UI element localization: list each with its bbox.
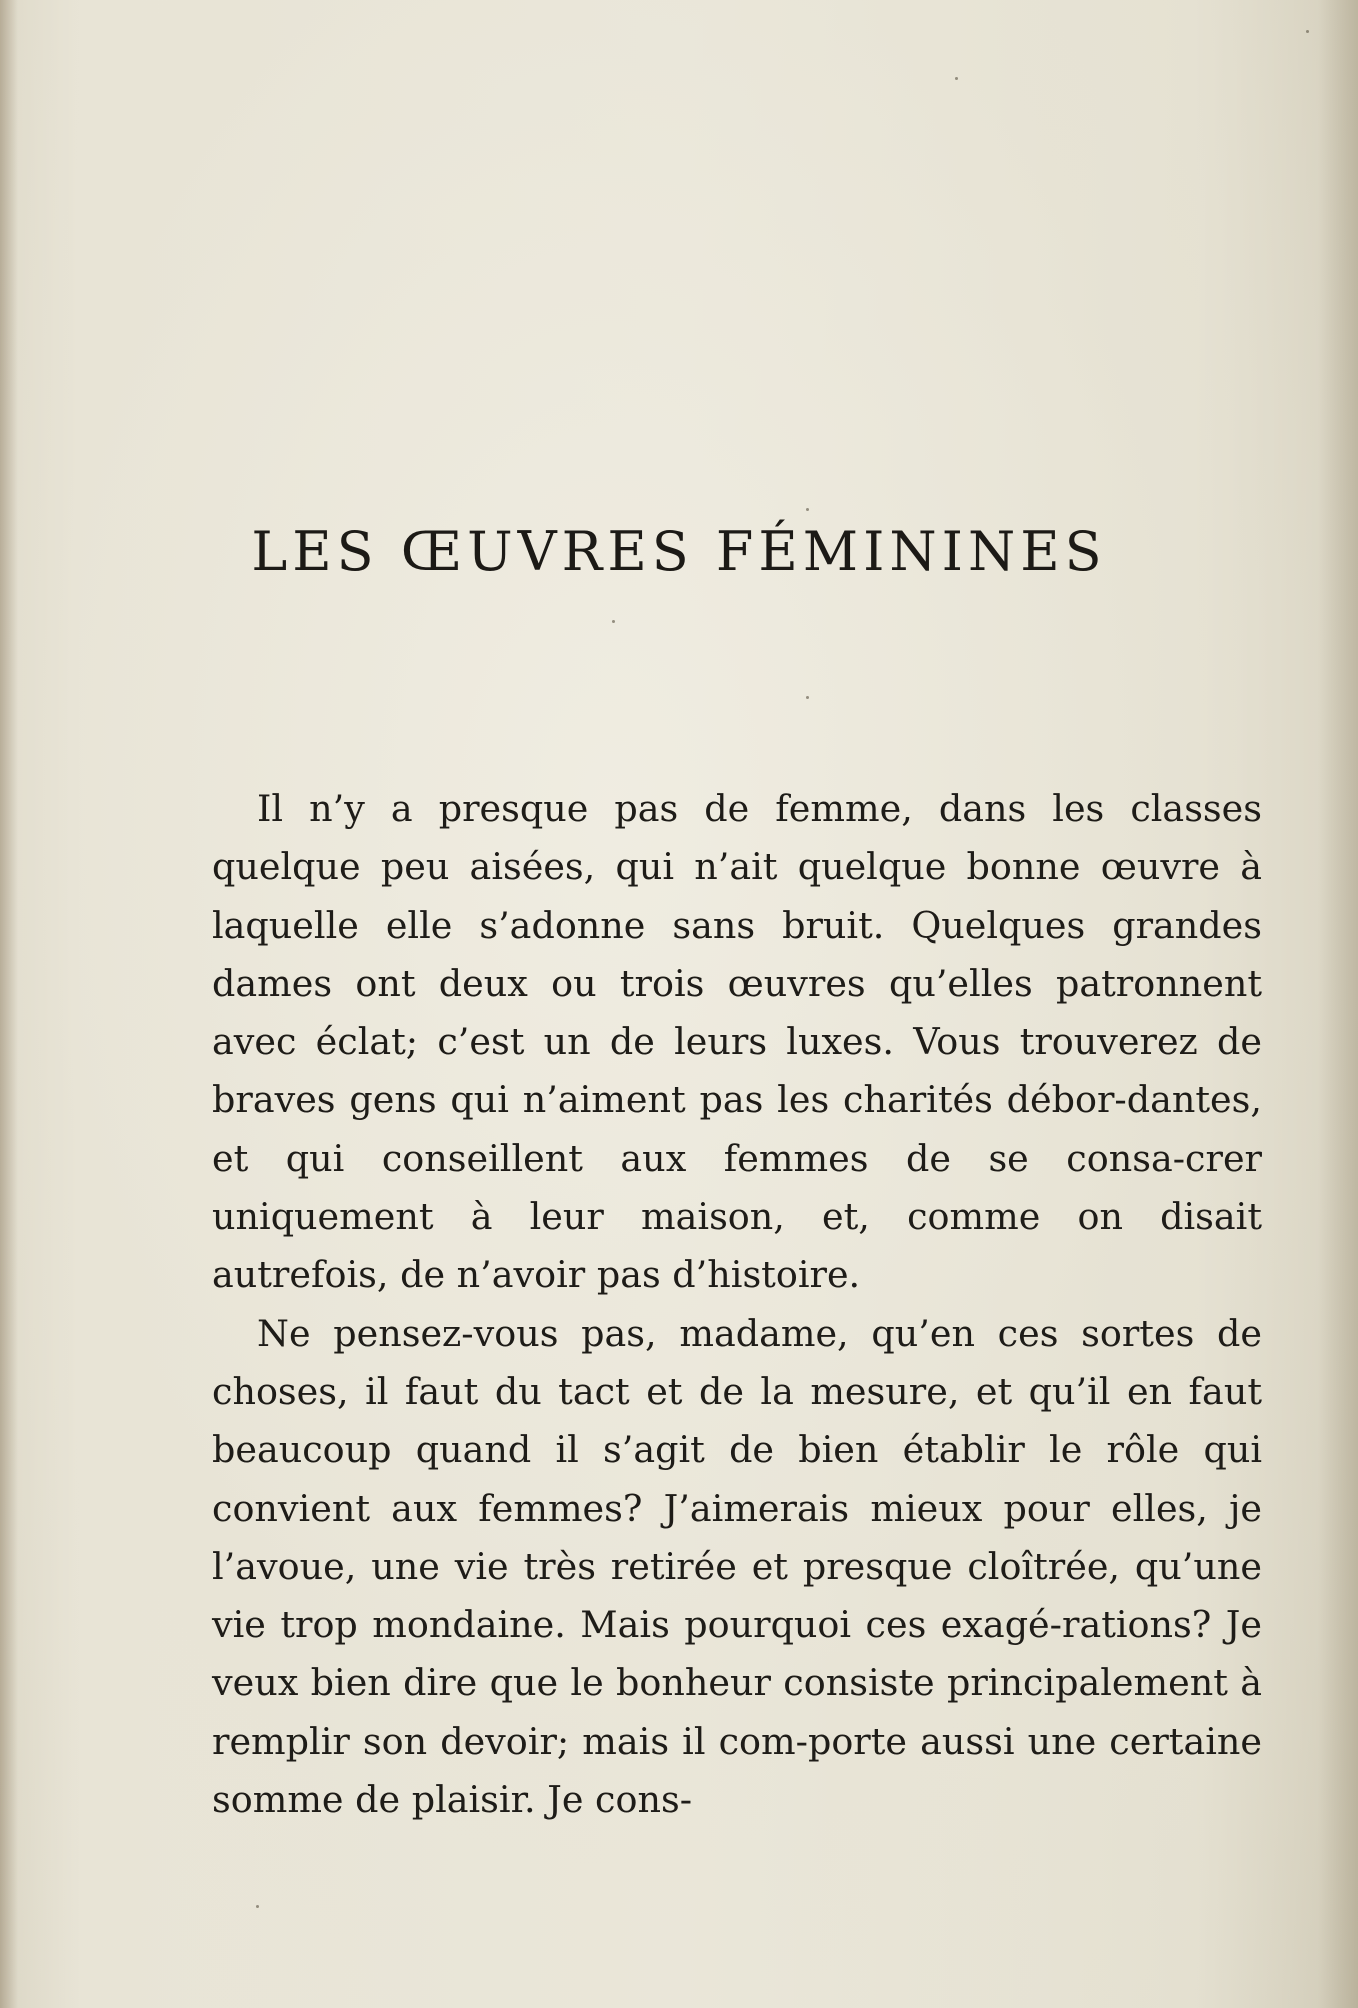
- ink-speck: [806, 508, 809, 511]
- ink-speck: [256, 1905, 259, 1908]
- paragraph: Ne pensez-vous pas, madame, qu’en ces sortes de choses, il faut du tact et de la mesure, et qu’il en faut beaucoup quand il s’agit de bien établir le rôle qui convient aux femmes? J’aimerais mieux pour elles, je l’avoue, une vie très retirée et presque cloîtrée, qu’une vie trop mondaine. Mais pourquoi ces exagé-rations? Je veux bien dire que le bonheur consiste principalement à remplir son devoir; mais il com-porte aussi une certaine somme de plaisir. Je cons-: [212, 1311, 1262, 1822]
- ink-speck: [955, 77, 958, 80]
- ink-speck: [612, 620, 615, 623]
- ink-speck: [806, 696, 809, 699]
- ink-speck: [1306, 30, 1309, 33]
- body-text: [212, 780, 1262, 1829]
- chapter-title: LES ŒUVRES FÉMININES: [251, 520, 1107, 583]
- paragraph: Il n’y a presque pas de femme, dans les classes quelque peu aisées, qui n’ait quelque bonne œuvre à laquelle elle s’adonne sans bruit. Quelques grandes dames ont deux ou trois œuvres qu’elles patronnent avec éclat; c’est un de leurs luxes. Vous trouverez de braves gens qui n’aiment pas les charités débor-dantes, et qui conseillent aux femmes de se consa-crer uniquement à leur maison, et, comme on disait autrefois, de n’avoir pas d’histoire.: [212, 787, 1262, 1297]
